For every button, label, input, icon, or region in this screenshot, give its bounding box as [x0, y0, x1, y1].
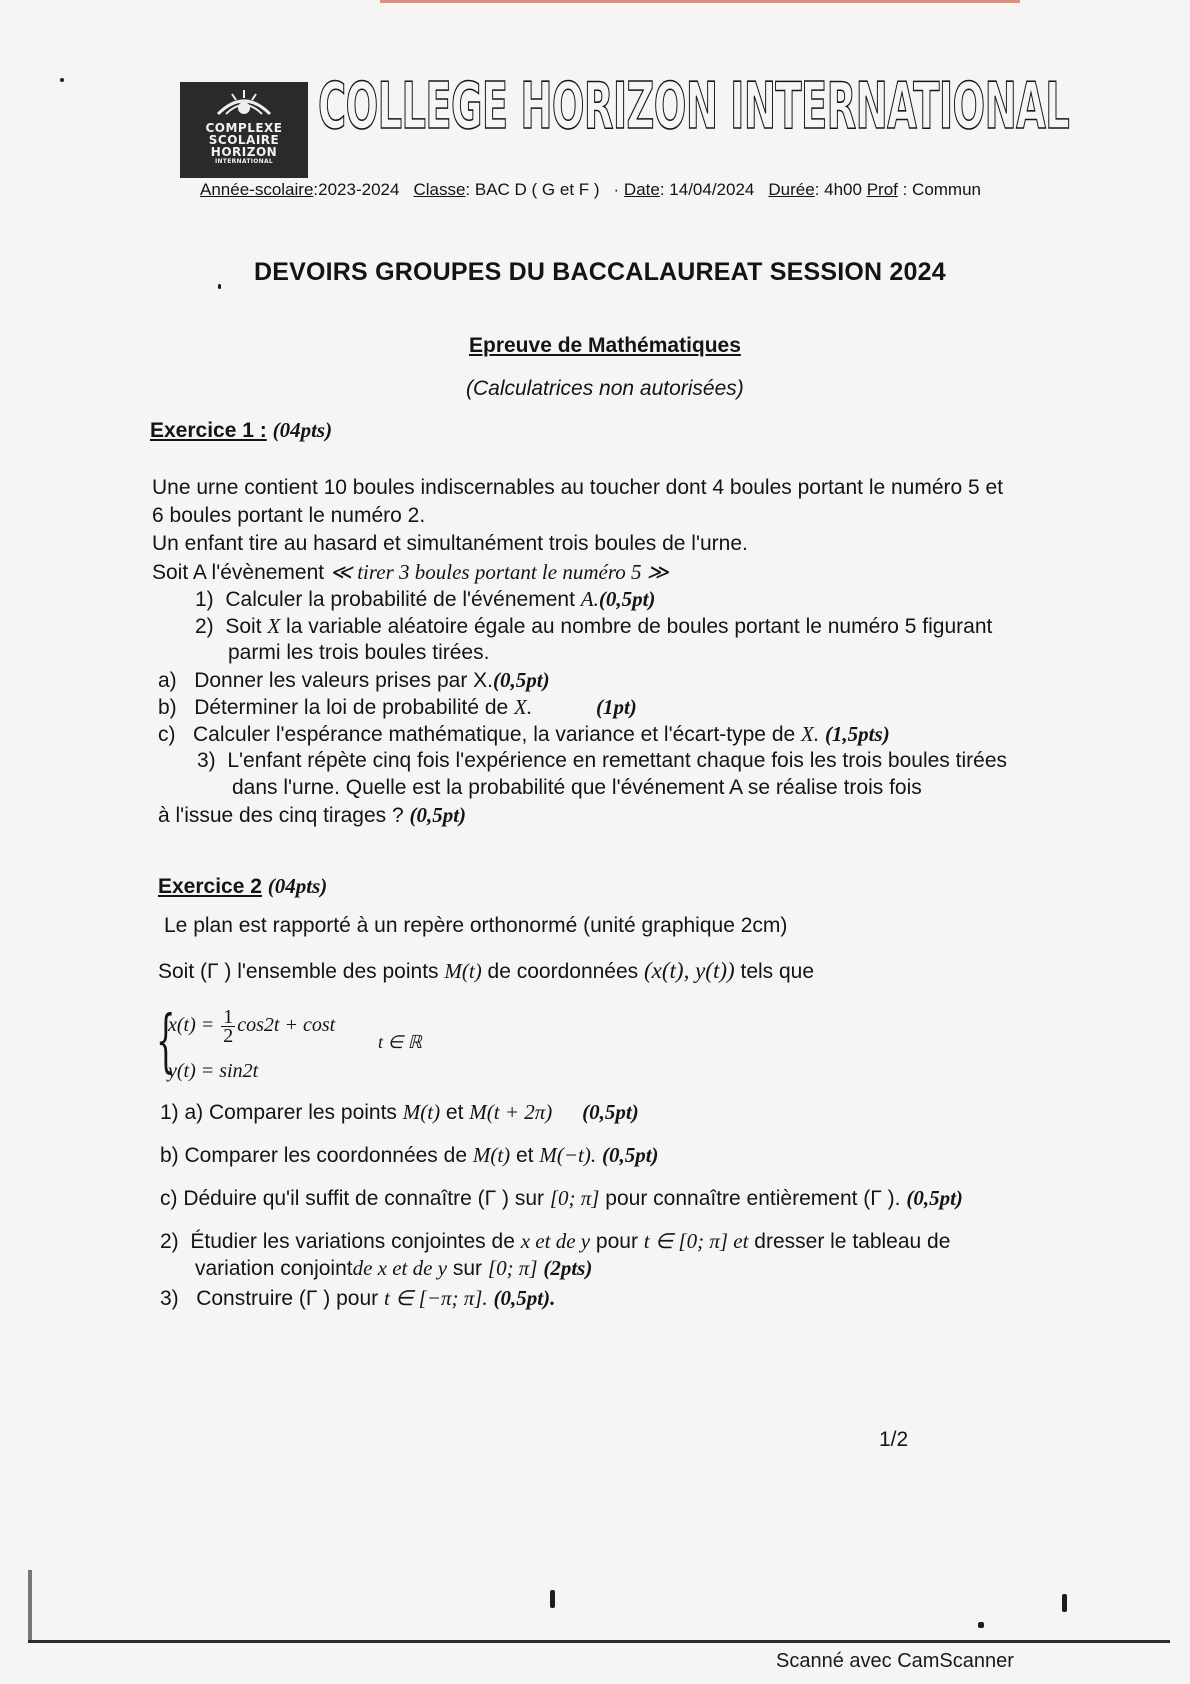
ex2-heading [158, 874, 327, 899]
ex1-qc-points: (1,5pts) [824, 722, 890, 746]
scan-speck [550, 1590, 555, 1608]
separator-dot: · [613, 180, 624, 199]
ex1-points: (04pts) [272, 418, 333, 442]
duration-label: Durée [768, 180, 815, 199]
ex1-q2-text-b: la variable aléatoire égale au nombre de boules portant le numéro 5 figurant [280, 615, 993, 638]
ex2-intro-text-d: tels que [734, 960, 815, 983]
system-x-equation [168, 1008, 335, 1045]
logo-text-1: COMPLEXE [205, 121, 283, 135]
class-label: Classe [413, 180, 466, 199]
ex2-q1b-mid: et [510, 1144, 540, 1167]
ex2-q2-points: (2pts) [543, 1256, 593, 1280]
ex2-q1a-text: 1) a) Comparer les points [160, 1101, 403, 1124]
ex2-q2-l2-sur: sur [447, 1257, 488, 1280]
ex1-qc-text: Calculer l'espérance mathématique, la variance et l'écart-type de [193, 723, 802, 746]
ex2-q1a [160, 1100, 639, 1125]
ex2-q2-text-a: Étudier les variations conjointes de [190, 1230, 521, 1253]
prof-value: : Commun [897, 180, 982, 199]
ex1-qa [158, 668, 550, 693]
ex2-q3-text: Construire (Γ ) pour [196, 1287, 384, 1310]
exam-title: DEVOIRS GROUPES DU BACCALAUREAT SESSION 2024 [254, 258, 946, 286]
ex2-q3 [160, 1286, 555, 1311]
ex1-event-math: ≪ tirer 3 boules portant le numéro 5 ≫ [329, 560, 669, 584]
ex2-points: (04pts) [267, 874, 328, 898]
year-value: :2023-2024 [313, 180, 400, 199]
ex2-q1c-post: pour connaître entièrement (Γ ). [599, 1187, 907, 1210]
ex2-q2-text-b: pour [590, 1230, 644, 1253]
ex2-q2-math-b: t ∈ [0; π] et [643, 1229, 749, 1253]
ex1-event [152, 560, 669, 585]
ex2-q2-line2 [195, 1256, 592, 1281]
system-brace: { [156, 1002, 176, 1081]
ex1-event-text: Soit A l'évènement [152, 561, 330, 584]
ex1-q3-points: (0,5pt) [409, 803, 467, 827]
ex1-q3-num: 3) [197, 749, 216, 772]
ex1-qb-label: b) [158, 696, 177, 719]
ex1-q3-line2: dans l'urne. Quelle est la probabilité que l'événement A se réalise trois fois [232, 776, 922, 799]
scan-edge-top [380, 0, 1020, 3]
prof-label: Prof [866, 180, 898, 199]
ex1-q3 [197, 749, 1007, 773]
ex1-intro-line3: Un enfant tire au hasard et simultanément trois boules de l'urne. [152, 532, 748, 555]
ex2-intro-m: M(t) [444, 959, 482, 983]
ex1-intro-line2: 6 boules portant le numéro 2. [152, 504, 426, 527]
system-fraction [221, 1008, 235, 1045]
calculator-note: (Calculatrices non autorisées) [466, 377, 744, 400]
ex1-q1 [195, 587, 655, 612]
ex2-q1c-points: (0,5pt) [906, 1186, 963, 1210]
logo-text-3: HORIZON [210, 145, 278, 159]
ex1-qb-points: (1pt) [595, 695, 637, 719]
ex2-q3-num: 3) [160, 1287, 179, 1310]
duration-value: : 4h00 [814, 180, 862, 199]
scan-edge-left [28, 1570, 32, 1642]
ex1-label: Exercice 1 : [150, 419, 267, 442]
ex2-q1c-text: c) Déduire qu'il suffit de connaître (Γ ) sur [160, 1187, 550, 1210]
school-logo [180, 82, 308, 178]
ex1-q1-math: A. [580, 587, 599, 611]
ex2-q2-l2-text: variation conjoint [195, 1257, 353, 1280]
date-value: : 14/04/2024 [659, 180, 755, 199]
ex1-q1-points: (0,5pt) [598, 587, 656, 611]
ex2-q2-math-a: x et de y [520, 1229, 591, 1253]
ex2-q3-math: t ∈ [−π; π]. [384, 1286, 488, 1310]
ex2-intro-text-a: Soit (Γ ) l'ensemble des points [158, 960, 445, 983]
ex1-qc-label: c) [158, 723, 176, 746]
school-name: COLLEGE HORIZON INTERNATIONAL [318, 70, 1070, 144]
page-number: 1/2 [879, 1428, 909, 1451]
ex2-q1a-mid: et [440, 1101, 470, 1124]
ex2-q2-l2-interval: [0; π] [487, 1256, 538, 1280]
ex2-intro-line1: Le plan est rapporté à un repère orthonormé (unité graphique 2cm) [164, 914, 788, 937]
scan-speck [218, 284, 221, 289]
ex1-qc [158, 722, 890, 747]
ex1-q1-text: Calculer la probabilité de l'événement [225, 588, 581, 611]
ex2-q2-line1 [160, 1229, 950, 1254]
ex2-q2-num: 2) [160, 1230, 179, 1253]
date-label: Date [623, 180, 660, 199]
ex1-qb [158, 695, 637, 720]
ex1-q2-var: X [267, 614, 281, 638]
ex1-qb-var: X. [514, 695, 533, 719]
ex2-q1c [160, 1186, 963, 1211]
ex1-heading [150, 418, 332, 443]
ex2-intro-text-b: de coordonnées [481, 960, 644, 983]
fraction-numerator: 1 [223, 1006, 234, 1028]
system-y-equation: y(t) = sin2t [168, 1060, 259, 1082]
ex1-q2-num: 2) [195, 615, 214, 638]
scan-speck [60, 78, 64, 82]
ex1-intro-line1: Une urne contient 10 boules indiscernables au toucher dont 4 boules portant le numéro 5 et [152, 476, 1004, 499]
ex2-q1a-m2: M(t + 2π) [469, 1100, 553, 1124]
ex1-qc-var: X. [801, 722, 820, 746]
ex2-q1b [160, 1143, 659, 1168]
ex1-q2 [195, 614, 992, 639]
fraction-denominator: 2 [223, 1025, 234, 1047]
exam-meta [200, 180, 981, 200]
system-x-lhs: x(t) = [168, 1014, 220, 1037]
logo-emblem-icon [212, 88, 276, 122]
year-label: Année-scolaire [200, 180, 314, 199]
ex1-qa-text: Donner les valeurs prises par X. [194, 669, 494, 692]
ex1-q2-text-a: Soit [225, 615, 268, 638]
ex2-q2-l2-math: de x et de y [352, 1256, 448, 1280]
ex2-label: Exercice 2 [158, 875, 262, 898]
ex2-intro-coords: (x(t), y(t)) [644, 958, 735, 983]
logo-text-2: SCOLAIRE [208, 133, 280, 147]
ex1-q3-line3 [158, 803, 466, 828]
ex1-q3-line3-text: à l'issue des cinq tirages ? [158, 804, 410, 827]
ex1-q2-line2: parmi les trois boules tirées. [228, 641, 490, 664]
subject-title: Epreuve de Mathématiques [469, 334, 741, 357]
ex1-qa-points: (0,5pt) [493, 668, 550, 692]
system-domain: t ∈ ℝ [378, 1032, 422, 1052]
ex2-q1c-interval: [0; π] [549, 1186, 600, 1210]
ex2-intro-line2 [158, 958, 814, 984]
scan-speck [1062, 1594, 1067, 1612]
scan-edge-bottom [28, 1640, 1170, 1643]
ex2-q2-text-c: dresser le tableau de [748, 1230, 951, 1253]
ex2-q3-points: (0,5pt). [493, 1286, 556, 1310]
ex2-q1b-text: b) Comparer les coordonnées de [160, 1144, 473, 1167]
system-x-rhs: cos2t + cost [237, 1014, 336, 1037]
ex2-q1b-m1: M(t) [472, 1143, 511, 1167]
ex2-q1a-m1: M(t) [402, 1100, 441, 1124]
scanner-footer: Scanné avec CamScanner [776, 1650, 1014, 1672]
ex1-q1-num: 1) [195, 588, 214, 611]
ex2-q1a-points: (0,5pt) [582, 1100, 639, 1124]
class-value: : BAC D ( G et F ) [465, 180, 600, 199]
scan-speck [978, 1622, 984, 1628]
logo-text-4: INTERNATIONAL [214, 158, 274, 165]
ex1-qb-text: Déterminer la loi de probabilité de [194, 696, 515, 719]
ex1-qa-label: a) [158, 669, 177, 692]
ex1-q3-line1: L'enfant répète cinq fois l'expérience en remettant chaque fois les trois boules tirées [227, 749, 1007, 772]
ex2-q1b-points: (0,5pt) [601, 1143, 659, 1167]
ex2-q1b-m2: M(−t). [539, 1143, 597, 1167]
